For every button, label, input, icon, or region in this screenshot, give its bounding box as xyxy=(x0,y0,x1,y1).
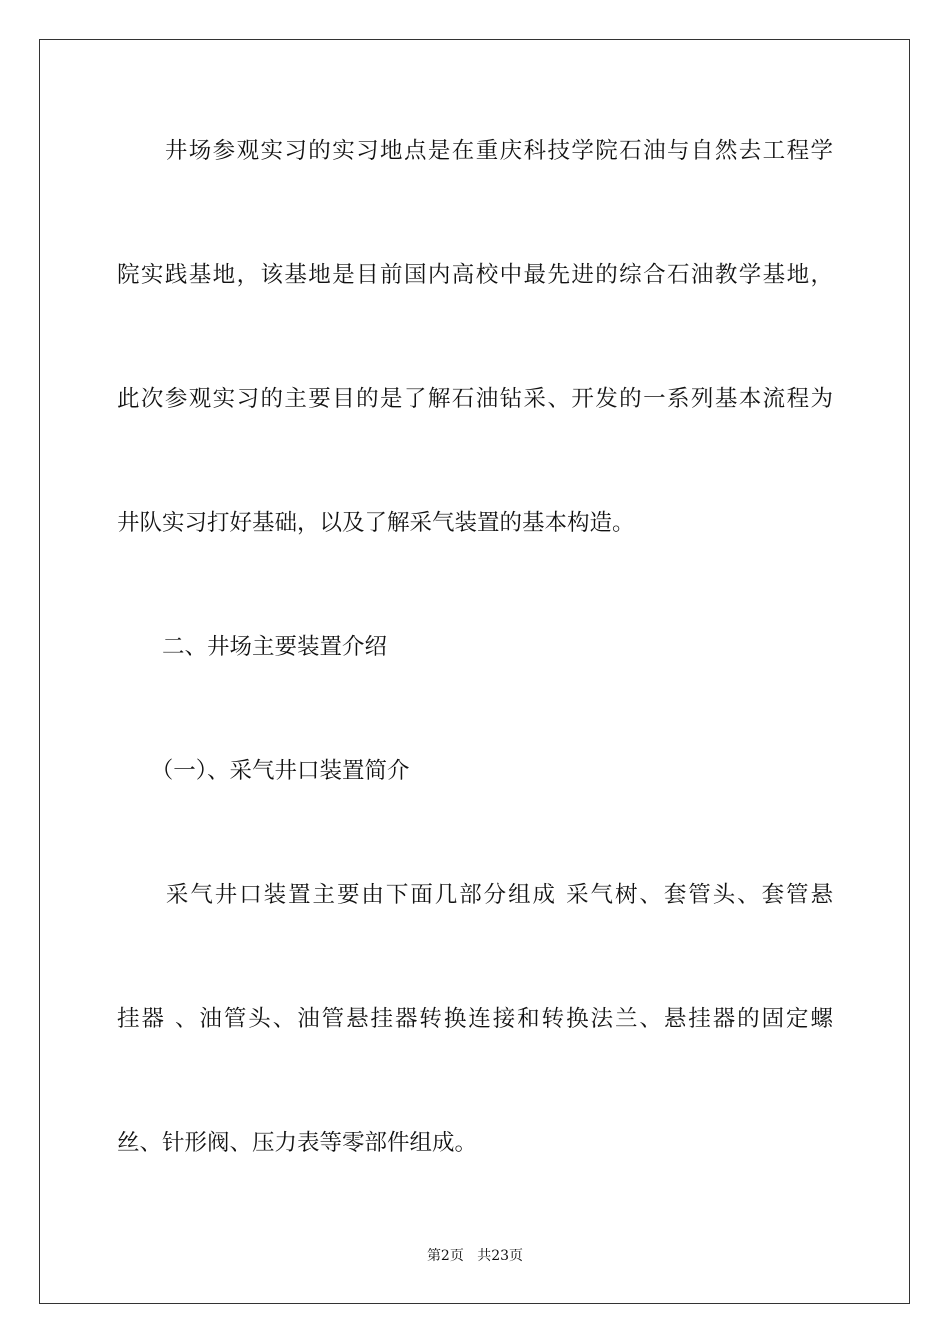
paragraph-line: 采气井口装置主要由下面几部分组成 采气树、套管头、套管悬 xyxy=(117,882,833,908)
total-pages: 共23页 xyxy=(477,1248,524,1264)
subsection-heading: （一）、采气井口装置简介 xyxy=(117,758,410,784)
section-heading: 二、井场主要装置介绍 xyxy=(117,634,388,660)
page-border xyxy=(39,39,910,1304)
page-number: 第2页 xyxy=(426,1248,464,1264)
page-footer xyxy=(0,1247,950,1265)
paragraph-line: 井场参观实习的实习地点是在重庆科技学院石油与自然去工程学 xyxy=(117,138,833,164)
paragraph-line: 院实践基地，该基地是目前国内高校中最先进的综合石油教学基地， xyxy=(117,262,833,288)
paragraph-line: 此次参观实习的主要目的是了解石油钻采、开发的一系列基本流程为 xyxy=(117,386,833,412)
paragraph-line: 挂器 、油管头、油管悬挂器转换连接和转换法兰、悬挂器的固定螺 xyxy=(117,1006,833,1032)
paragraph-line: 井队实习打好基础，以及了解采气装置的基本构造。 xyxy=(117,510,635,536)
paragraph-line: 丝、针形阀、压力表等零部件组成。 xyxy=(117,1130,478,1156)
